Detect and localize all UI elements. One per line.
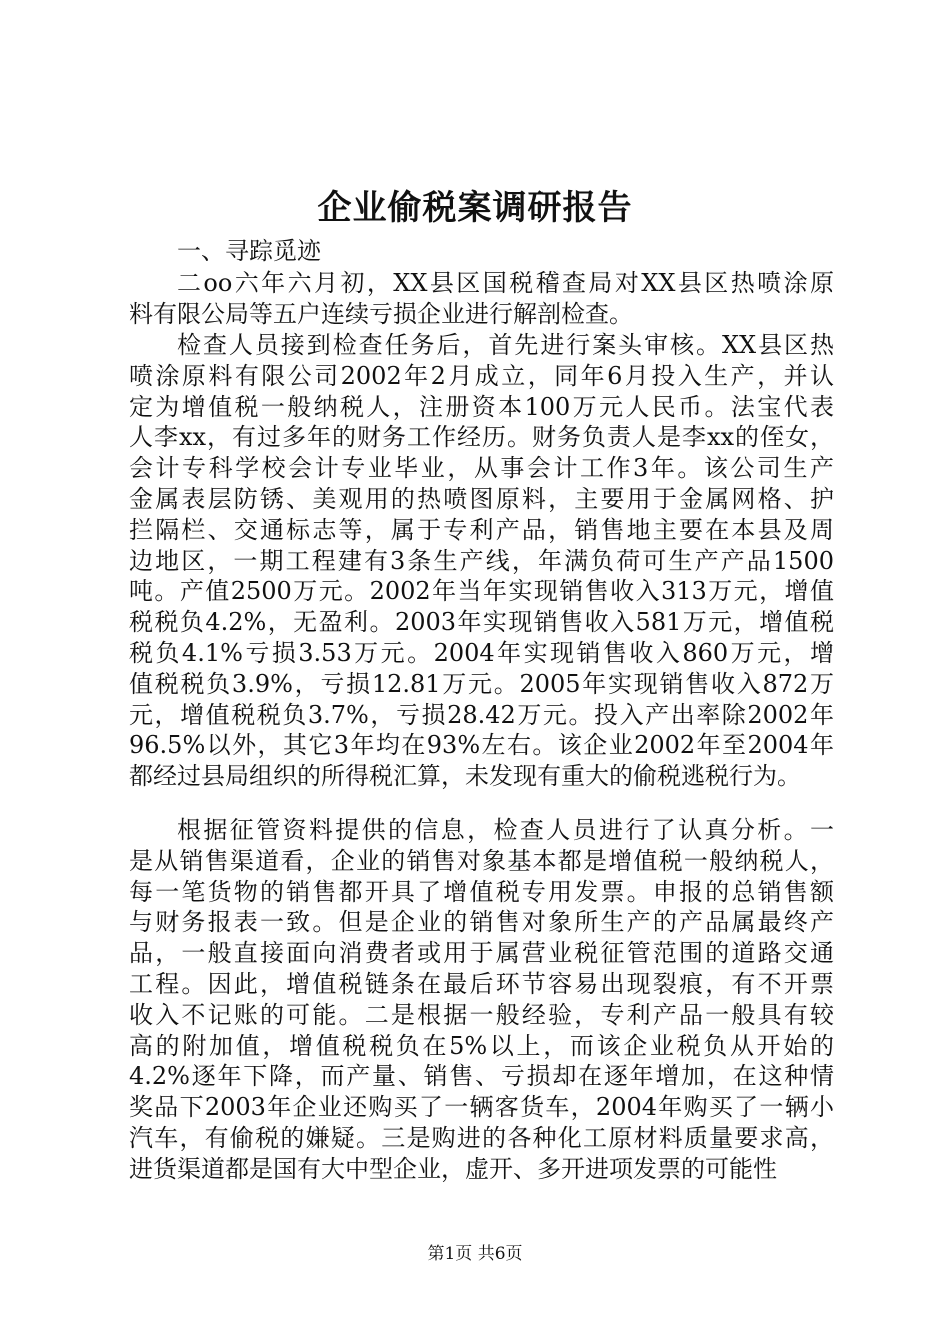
paragraph-2: [129, 330, 834, 792]
paragraph-line: 会计专科学校会计专业毕业，从事会计工作3年。该公司生产: [129, 454, 834, 483]
paragraph-line: 值税税负3.9%，亏损12.81万元。2005年实现销售收入872万: [129, 669, 834, 698]
paragraph-line: 税税负4.2%，无盈利。2003年实现销售收入581万元，增值税: [129, 608, 834, 637]
paragraph-3: [129, 815, 834, 1185]
paragraph-line: 96.5%以外，其它3年均在93%左右。该企业2002年至2004年: [129, 731, 834, 760]
paragraph-line: 都经过县局组织的所得税汇算，未发现有重大的偷税逃税行为。: [129, 762, 801, 791]
paragraph-line: 边地区，一期工程建有3条生产线，年满负荷可生产产品1500: [129, 546, 834, 575]
paragraph-line: 是从销售渠道看，企业的销售对象基本都是增值税一般纳税人，: [129, 846, 834, 875]
paragraph-line: 奖品下2003年企业还购买了一辆客货车，2004年购买了一辆小: [129, 1093, 834, 1122]
paragraph-line: 吨。产值2500万元。2002年当年实现销售收入313万元，增值: [129, 577, 834, 606]
paragraph-line: 高的附加值，增值税税负在5%以上，而该企业税负从开始的: [129, 1031, 834, 1060]
paragraph-line: 元，增值税税负3.7%，亏损28.42万元。投入产出率除2002年: [129, 700, 834, 729]
paragraph-line: 汽车，有偷税的嫌疑。三是购进的各种化工原材料质量要求高，: [129, 1123, 834, 1152]
paragraph-line: 工程。因此，增值税链条在最后环节容易出现裂痕，有不开票: [129, 969, 834, 998]
paragraph-line: 税负4.1%亏损3.53万元。2004年实现销售收入860万元，增: [129, 638, 834, 667]
paragraph-1: [129, 268, 834, 330]
paragraph-line: 4.2%逐年下降，而产量、销售、亏损却在逐年增加，在这种情: [129, 1062, 834, 1091]
document-title: 企业偷税案调研报告: [317, 188, 633, 228]
paragraph-line: 每一笔货物的销售都开具了增值税专用发票。申报的总销售额: [129, 877, 834, 906]
paragraph-line: 检查人员接到检查任务后，首先进行案头审核。XX县区热: [177, 331, 834, 359]
paragraph-line: 人李xx，有过多年的财务工作经历。财务负责人是李xx的侄女，: [129, 423, 834, 452]
paragraph-line: 喷涂原料有限公司2002年2月成立，同年6月投入生产，并认: [129, 361, 834, 390]
page-footer: 第1页 共6页: [427, 1244, 523, 1264]
paragraph-line: 定为增值税一般纳税人，注册资本100万元人民币。法宝代表: [129, 392, 834, 421]
paragraph-line: 拦隔栏、交通标志等，属于专利产品，销售地主要在本县及周: [129, 515, 834, 544]
section-heading: 一、寻踪觅迹: [177, 237, 321, 265]
paragraph-line: 与财务报表一致。但是企业的销售对象所生产的产品属最终产: [129, 908, 834, 937]
paragraph-line: 二oo六年六月初，XX县区国税稽查局对XX县区热喷涂原: [177, 269, 834, 297]
paragraph-line: 金属表层防锈、美观用的热喷图原料，主要用于金属网格、护: [129, 484, 834, 513]
paragraph-line: 根据征管资料提供的信息，检查人员进行了认真分析。一: [177, 816, 834, 844]
paragraph-line: 品，一般直接面向消费者或用于属营业税征管范围的道路交通: [129, 939, 834, 968]
paragraph-line: 收入不记账的可能。二是根据一般经验，专利产品一般具有较: [129, 1000, 834, 1029]
paragraph-line: 料有限公局等五户连续亏损企业进行解剖检查。: [129, 299, 633, 328]
paragraph-line: 进货渠道都是国有大中型企业，虚开、多开进项发票的可能性: [129, 1154, 777, 1183]
